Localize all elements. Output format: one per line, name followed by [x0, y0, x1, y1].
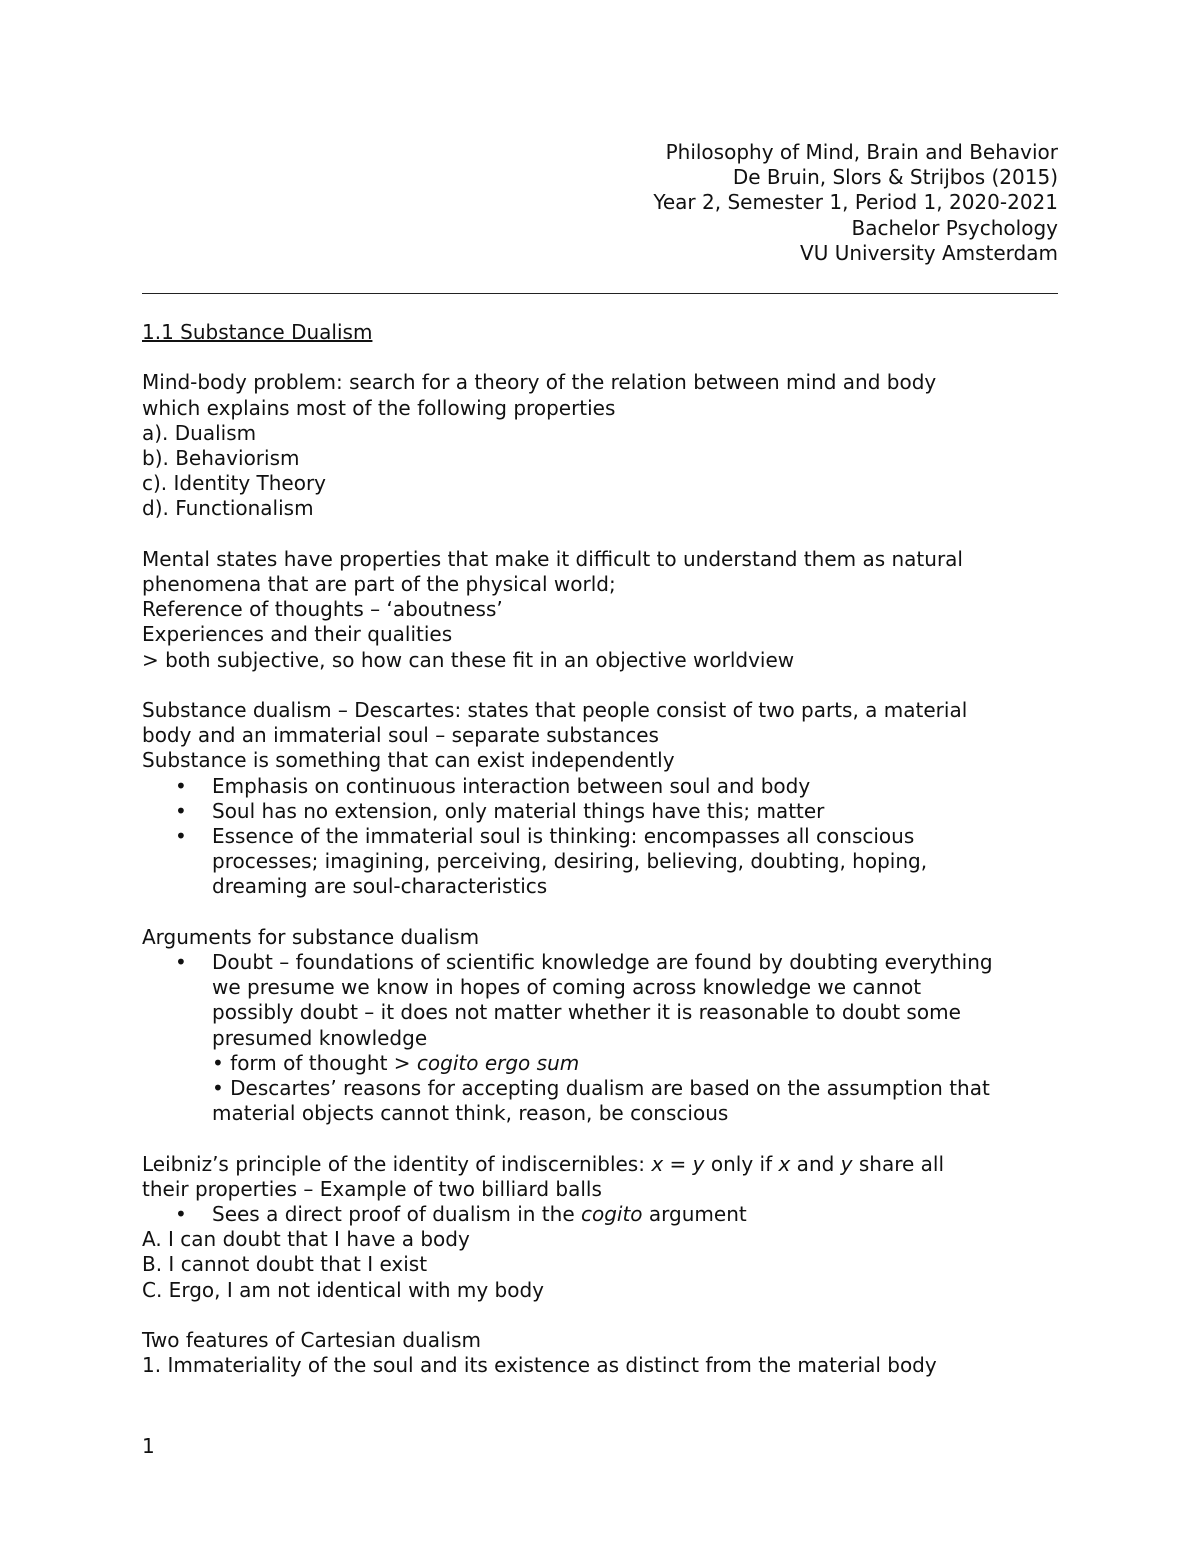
mind-body-line-1: Mind-body problem: search for a theory of the relation between mind and body	[142, 370, 937, 395]
list-item	[142, 799, 1058, 824]
arguments-title: Arguments for substance dualism	[142, 924, 480, 949]
document-header	[142, 140, 1058, 266]
bullet-text: processes; imagining, perceiving, desiring, believing, doubting, hoping,	[212, 849, 928, 874]
sub-bullet-cogito	[212, 1051, 1058, 1076]
substance-dualism-line-3: Substance is something that can exist independently	[142, 748, 675, 773]
list-item-identity-theory: c). Identity Theory	[142, 471, 327, 496]
horizontal-divider	[142, 293, 1058, 294]
list-item	[142, 824, 1058, 900]
cogito-phrase: cogito ergo sum	[416, 1050, 580, 1075]
textbook-reference: De Bruin, Slors & Strijbos (2015)	[732, 165, 1058, 190]
bullet-text: Soul has no extension, only material things have this; matter	[212, 798, 825, 823]
list-item-functionalism: d). Functionalism	[142, 496, 314, 521]
argument-premise-a: A. I can doubt that I have a body	[142, 1227, 470, 1252]
mental-states-line-4: Experiences and their qualities	[142, 622, 453, 647]
page-number: 1	[142, 1434, 155, 1458]
argument-premise-b: B. I cannot doubt that I exist	[142, 1252, 428, 1277]
substance-dualism-line-1: Substance dualism – Descartes: states that people consist of two parts, a material	[142, 698, 968, 723]
bullet-text: dreaming are soul-characteristics	[212, 874, 548, 899]
leibniz-bullets	[142, 1202, 1058, 1227]
substance-dualism-line-2: body and an immaterial soul – separate substances	[142, 723, 659, 748]
bullet-text: Sees a direct proof of dualism in the cogito argument	[212, 1202, 747, 1227]
mental-states-line-1: Mental states have properties that make it difficult to understand them as natural	[142, 546, 963, 571]
bullet-icon: •	[175, 773, 187, 798]
argument-conclusion-c: C. Ergo, I am not identical with my body	[142, 1277, 545, 1302]
bullet-text: Essence of the immaterial soul is thinking: encompasses all conscious	[212, 824, 915, 849]
bullet-text: Emphasis on continuous interaction between soul and body	[212, 773, 811, 798]
cartesian-title: Two features of Cartesian dualism	[142, 1328, 481, 1353]
leibniz-line-1: Leibniz’s principle of the identity of indiscernibles: x = y only if x and y share all	[142, 1151, 945, 1176]
mental-states-line-3: Reference of thoughts – ‘aboutness’	[142, 597, 503, 622]
sub-bullet-reasons: • Descartes’ reasons for accepting dualism are based on the assumption that	[212, 1076, 990, 1101]
university-name: VU University Amsterdam	[800, 240, 1058, 265]
cartesian-item-1: 1. Immateriality of the soul and its existence as distinct from the material body	[142, 1353, 937, 1378]
bullet-icon: •	[175, 798, 187, 823]
bullet-icon: •	[175, 824, 187, 849]
list-item-behaviorism: b). Behaviorism	[142, 446, 300, 471]
mental-states-line-2: phenomena that are part of the physical world;	[142, 572, 616, 597]
mental-states-line-5: > both subjective, so how can these fit in an objective worldview	[142, 647, 795, 672]
substance-dualism-bullets	[142, 774, 1058, 900]
bullet-icon: •	[175, 1202, 187, 1227]
arguments-bullets	[142, 950, 1058, 1126]
course-title: Philosophy of Mind, Brain and Behavior	[665, 140, 1058, 164]
list-item	[142, 950, 1058, 1126]
bullet-icon: •	[175, 950, 187, 975]
bullet-text: Doubt – foundations of scientific knowledge are found by doubting everything	[212, 950, 993, 975]
sub-bullet-reasons-cont: material objects cannot think, reason, be conscious	[212, 1101, 729, 1126]
academic-period: Year 2, Semester 1, Period 1, 2020-2021	[653, 190, 1058, 215]
program-name: Bachelor Psychology	[851, 215, 1058, 240]
bullet-text: we presume we know in hopes of coming across knowledge we cannot	[212, 975, 922, 1000]
document-page	[142, 140, 1058, 1378]
leibniz-line-2: their properties – Example of two billiard balls	[142, 1176, 602, 1201]
list-item	[142, 774, 1058, 799]
section-heading: 1.1 Substance Dualism	[142, 320, 373, 345]
list-item	[142, 1202, 1058, 1227]
bullet-text: possibly doubt – it does not matter whether it is reasonable to doubt some	[212, 1000, 961, 1025]
mind-body-line-2: which explains most of the following properties	[142, 395, 616, 420]
bullet-text: presumed knowledge	[212, 1025, 428, 1050]
list-item-dualism: a). Dualism	[142, 420, 257, 445]
sub-bullet-text: • form of thought >	[212, 1050, 417, 1075]
